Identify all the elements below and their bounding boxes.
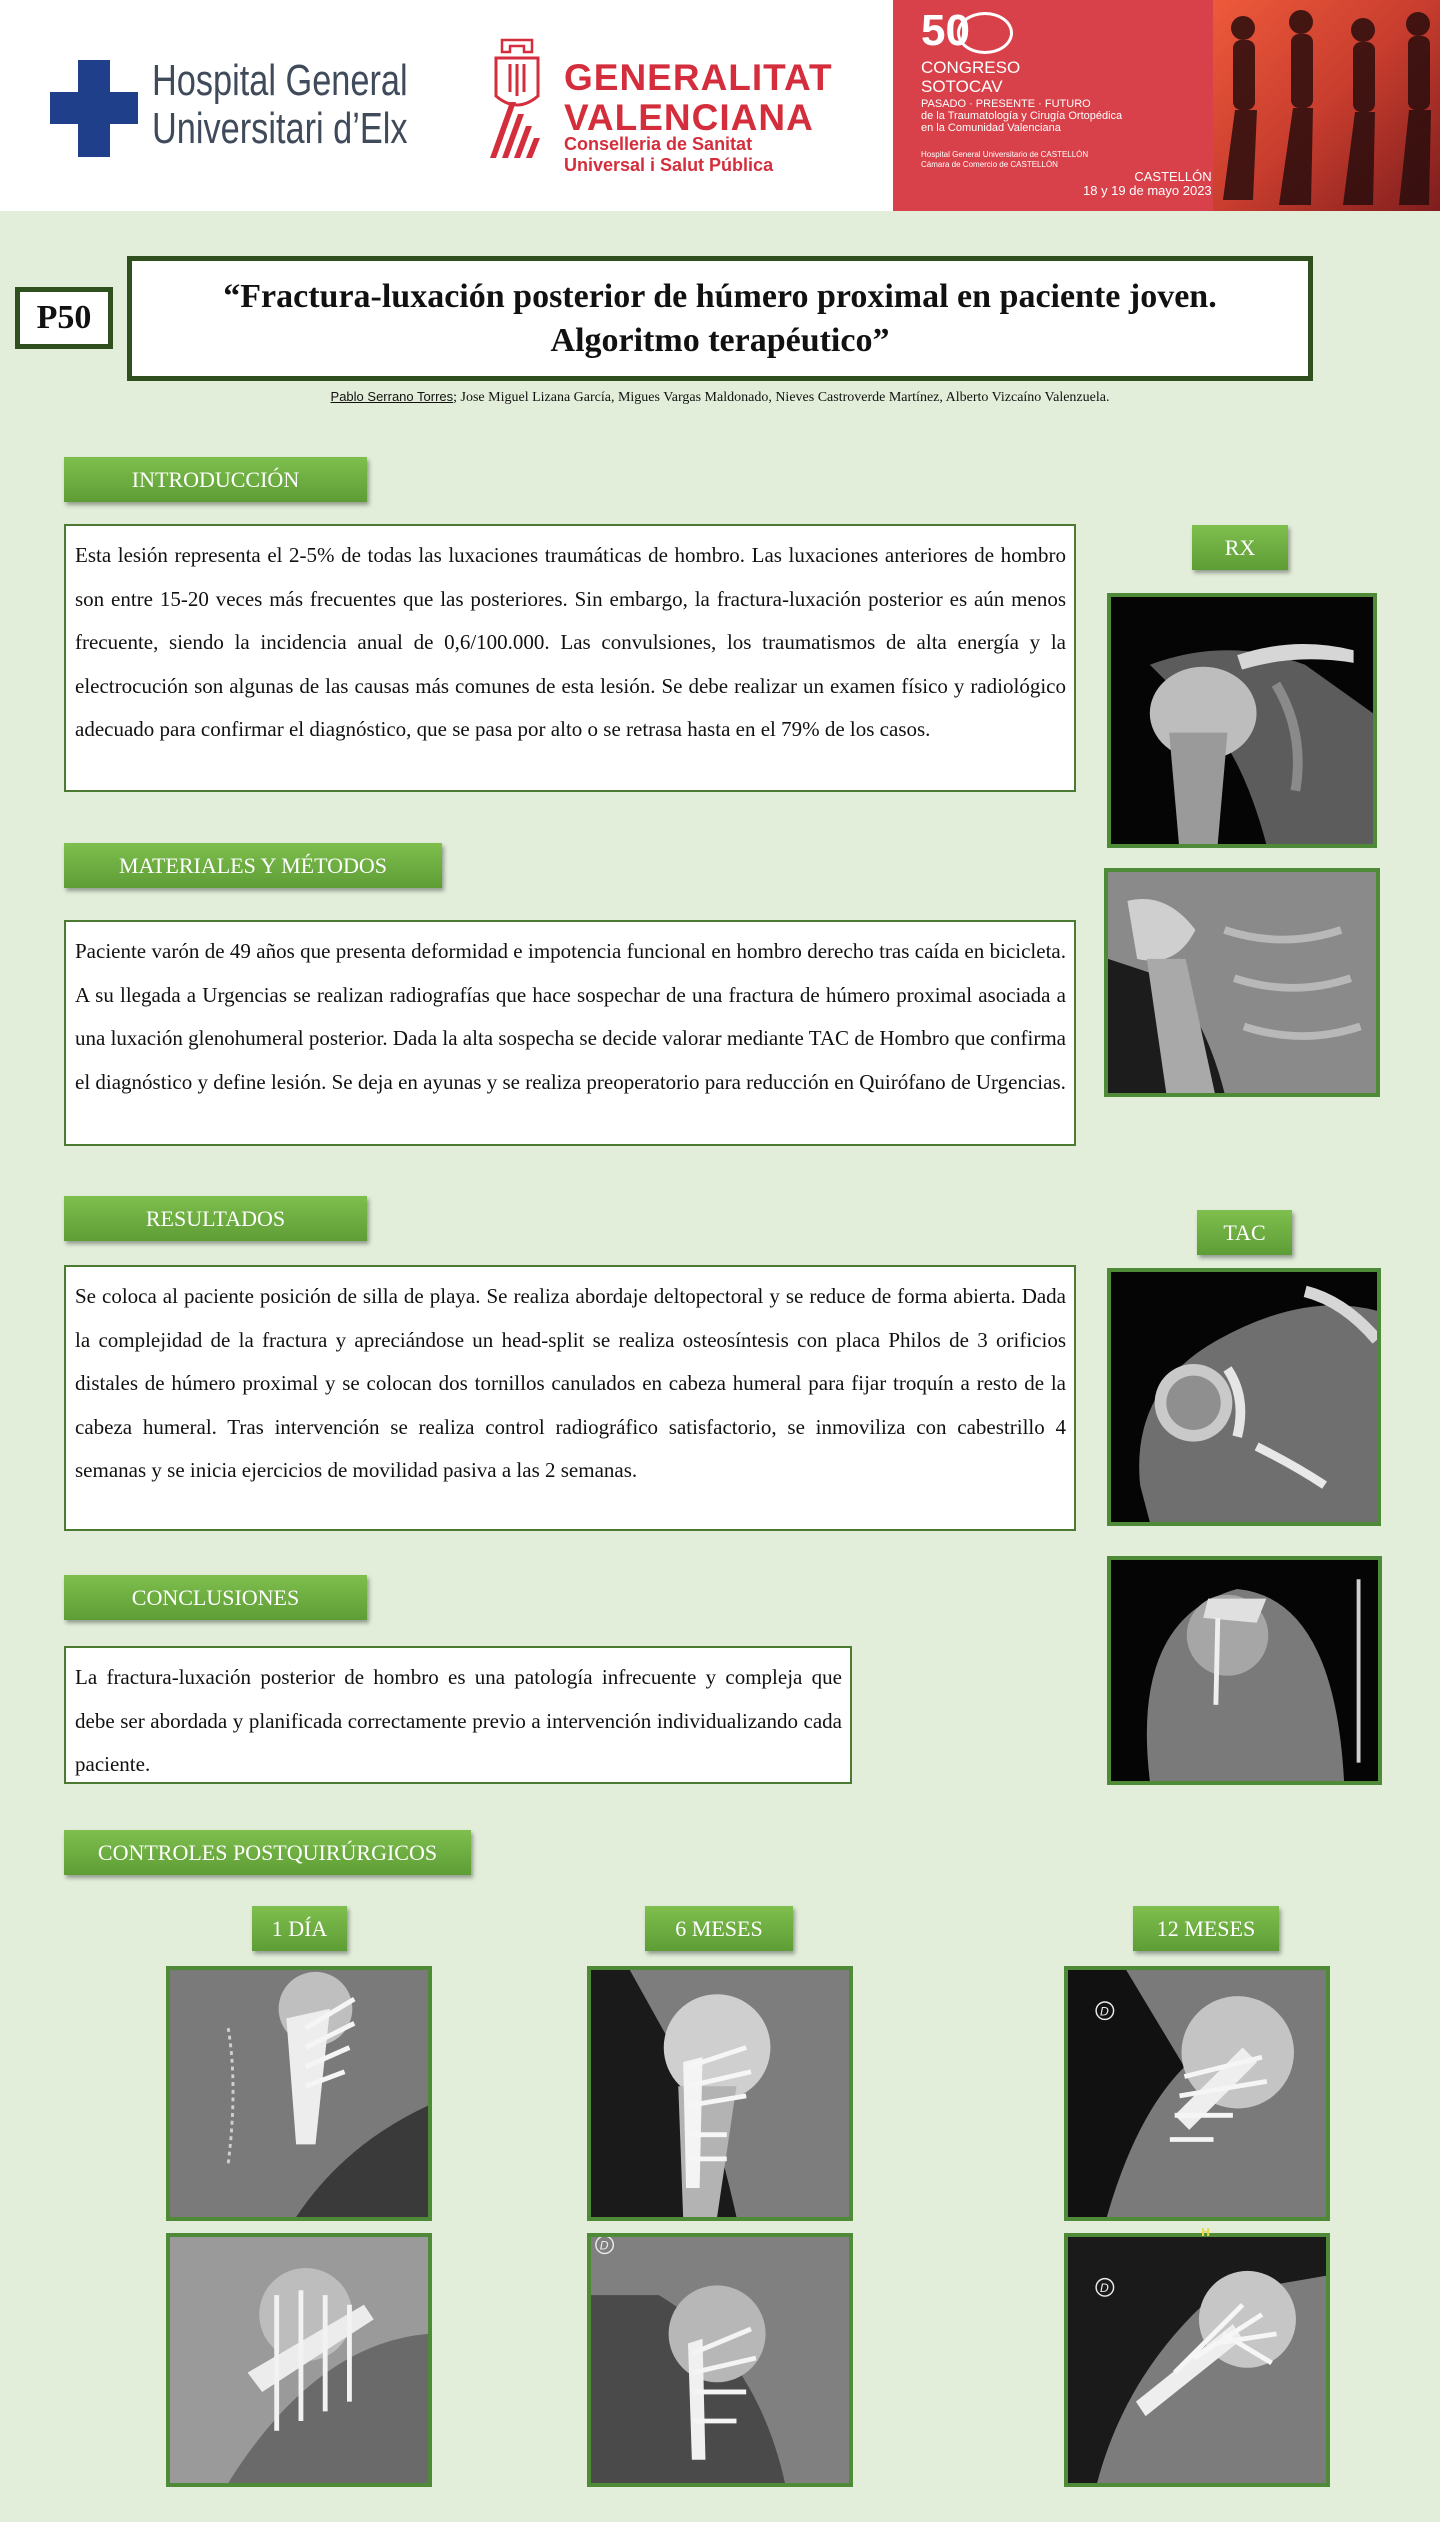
first-author: Pablo Serrano Torres xyxy=(330,389,454,404)
conselleria-name: Conselleria de Sanitat Universal i Salut Pública xyxy=(564,134,774,175)
congress-emblem-icon xyxy=(957,12,1013,54)
marker-d-12m-ap: D xyxy=(1100,2004,1109,2019)
marker-d-12m-lat: D xyxy=(1100,2281,1109,2296)
rx-image-2 xyxy=(1104,868,1380,1097)
congress-number: 50 xyxy=(921,6,970,55)
postop-day1-ap xyxy=(166,1966,432,2221)
conclusions-text: La fractura-luxación posterior de hombro es una patología infrecuente y compleja que debe ser abordada y planificada correctamente previo a intervención individualizando cada paciente. xyxy=(64,1646,852,1784)
rx-image-1 xyxy=(1107,593,1377,848)
rx-label: RX xyxy=(1192,525,1288,570)
methods-label: MATERIALES Y MÉTODOS xyxy=(64,843,442,888)
header-banner xyxy=(0,0,1440,211)
postop-label: CONTROLES POSTQUIRÚRGICOS xyxy=(64,1830,471,1875)
other-authors: ; Jose Miguel Lizana García, Migues Vargas Maldonado, Nieves Castroverde Martínez, Alberto Vizcaíno Valenzuela. xyxy=(453,390,1110,405)
poster-title: “Fractura-luxación posterior de húmero proximal en paciente joven. Algoritmo terapéutico” xyxy=(127,256,1313,381)
hospital-logo xyxy=(50,55,408,165)
hospital-name: Hospital General Universitari d’Elx xyxy=(152,56,408,153)
postop-6m-ap xyxy=(587,1966,853,2221)
intro-text: Esta lesión representa el 2-5% de todas las luxaciones traumáticas de hombro. Las luxaciones anteriores de hombro son entre 15-20 veces más frecuentes que las posteriores. Sin embargo, la fractura-luxación posterior es aún menos frecuente, siendo la incidencia anual de 0,6/100.000. Las convulsiones, los traumatismos de alta energía y la electrocución son algunas de las causas más comunes de esta lesión. Se debe realizar un examen físico y radiológico adecuado para confirmar el diagnóstico, que se pasa por alto o se retrasa hasta en el 79% de los casos. xyxy=(64,524,1076,792)
tac-image-axial xyxy=(1107,1268,1381,1526)
results-text: Se coloca al paciente posición de silla de playa. Se realiza abordaje deltopectoral y se reduce de forma abierta. Dada la complejidad de la fractura y apreciándose un head-split se realiza osteosíntesis con placa Philos de 3 orificios distales de húmero proximal y se colocan dos tornillos canulados en cabeza humeral para fijar troquín a resto de la cabeza humeral. Tras intervención se realiza control radiográfico satisfactorio, se inmoviliza con cabestrillo 4 semanas y se inicia ejercicios de movilidad pasiva a las 2 semanas. xyxy=(64,1265,1076,1531)
hospital-cross-icon xyxy=(50,60,138,157)
author-list xyxy=(0,388,1440,407)
congress-subtitle: PASADO · PRESENTE · FUTURO de la Traumatología y Cirugía Ortopédica en la Comunidad Valenciana xyxy=(921,98,1123,134)
tac-image-coronal xyxy=(1107,1556,1382,1785)
intro-label: INTRODUCCIÓN xyxy=(64,457,367,502)
generalitat-logo xyxy=(488,36,848,186)
congress-venue: CASTELLÓN 18 y 19 de mayo 2023 xyxy=(1083,169,1212,198)
month12-label: 12 MESES xyxy=(1133,1906,1279,1951)
postop-12m-lateral xyxy=(1064,2233,1330,2487)
conclusions-label: CONCLUSIONES xyxy=(64,1575,367,1620)
poster-number: P50 xyxy=(15,287,113,349)
generalitat-name: GENERALITAT VALENCIANA xyxy=(564,57,833,138)
methods-text: Paciente varón de 49 años que presenta deformidad e impotencia funcional en hombro derecho tras caída en bicicleta. A su llegada a Urgencias se realizan radiografías que hace sospechar de una fractura de húmero proximal asociada a una luxación glenohumeral posterior. Dada la alta sospecha se decide valorar mediante TAC de Hombro que confirma el diagnóstico y define lesión. Se deja en ayunas y se realiza preoperatorio para reducción en Quirófano de Urgencias. xyxy=(64,920,1076,1146)
month6-label: 6 MESES xyxy=(645,1906,793,1951)
results-label: RESULTADOS xyxy=(64,1196,367,1241)
congress-banner xyxy=(893,0,1440,211)
postop-day1-lateral xyxy=(166,2233,432,2487)
congress-organizers: Hospital General Universitario de CASTELLÓN Cámara de Comercio de CASTELLÓN xyxy=(921,150,1089,169)
tac-label: TAC xyxy=(1197,1210,1292,1255)
generalitat-shield-icon xyxy=(488,36,546,158)
postop-12m-ap xyxy=(1064,1966,1330,2221)
congress-title: CONGRESO SOTOCAV xyxy=(921,58,1021,96)
postop-6m-lateral xyxy=(587,2233,853,2487)
day1-label: 1 DÍA xyxy=(252,1906,347,1951)
congress-photo xyxy=(1213,0,1440,211)
marker-h: H xyxy=(1201,2226,1211,2239)
marker-d-6m: D xyxy=(599,2238,609,2253)
